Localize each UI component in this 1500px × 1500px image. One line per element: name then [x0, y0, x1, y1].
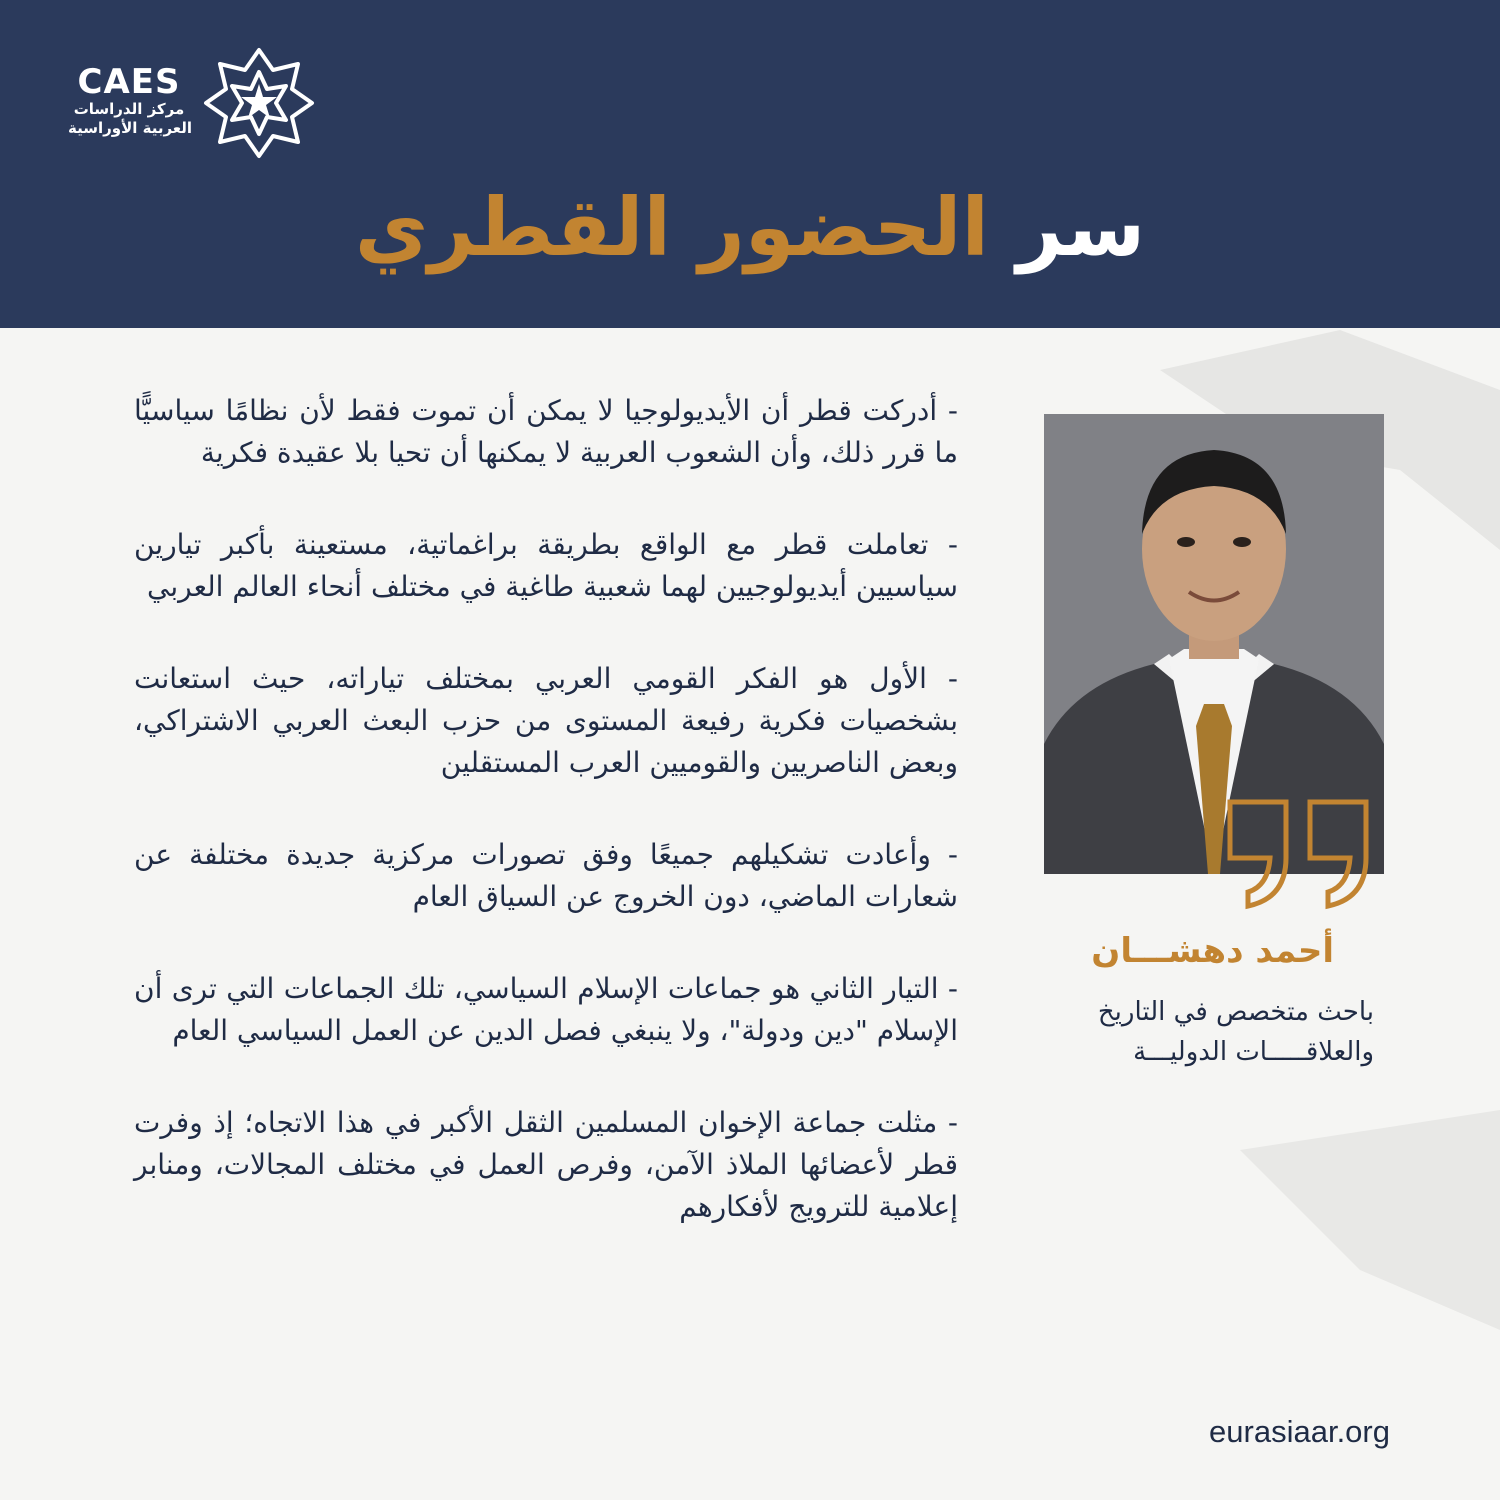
- author-name: أحمد دهشـــان: [1091, 931, 1334, 971]
- paragraph-2: - تعاملت قطر مع الواقع بطريقة براغماتية، مستعينة بأكبر تيارين سياسيين أيديولوجيين لهما شعبية طاغية في مختلف أنحاء العالم العربي: [134, 528, 958, 603]
- paragraph-6: - مثلت جماعة الإخوان المسلمين الثقل الأكبر في هذا الاتجاه؛ إذ وفرت قطر لأعضائها الملاذ الآمن، وفرص العمل في مختلف المجالات، ومنابر إعلامية للترويج لأفكارهم: [134, 1106, 958, 1223]
- paragraph-1: - أدركت قطر أن الأيديولوجيا لا يمكن أن تموت فقط لأن نظامًا سياسيًّا ما قرر ذلك، وأن الشعوب العربية لا يمكنها أن تحيا بلا عقيدة فكرية: [134, 394, 958, 469]
- article-content: [134, 390, 958, 1278]
- author-role-line2: والعلاقـــــات الدوليـــة: [1133, 1037, 1374, 1067]
- author-role: [1044, 992, 1374, 1072]
- title-word-gold: الحضور القطري: [354, 181, 989, 274]
- paragraph-3: - الأول هو الفكر القومي العربي بمختلف تياراته، حيث استعانت بشخصيات فكرية رفيعة المستوى من حزب البعث العربي الاشتراكي، وبعض الناصريين والقوميين العرب المستقلين: [134, 662, 958, 779]
- title-word-white: سر: [1016, 181, 1146, 274]
- paragraph-5: - التيار الثاني هو جماعات الإسلام السياسي، تلك الجماعات التي ترى أن الإسلام "دين ودولة"، ولا ينبغي فصل الدين عن العمل السياسي العام: [134, 972, 958, 1047]
- logo-abbreviation: CAES: [77, 62, 181, 102]
- page-title: [0, 178, 1500, 278]
- eight-point-star-icon: [202, 46, 316, 160]
- caes-logo: [68, 46, 318, 160]
- logo-name-line1: مركز الدراسات: [73, 100, 185, 118]
- closing-quote-icon: [1226, 798, 1372, 910]
- author-role-line1: باحث متخصص في التاريخ: [1097, 997, 1374, 1027]
- logo-name-line2: العربية الأوراسية: [68, 119, 193, 137]
- website-link[interactable]: eurasiaar.org: [1209, 1414, 1390, 1449]
- background-watermark-bottom-icon: [1180, 1110, 1500, 1410]
- paragraph-4: - وأعادت تشكيلهم جميعًا وفق تصورات مركزية جديدة مختلفة عن شعارات الماضي، دون الخروج عن السياق العام: [134, 838, 958, 913]
- logo-text: [68, 62, 193, 138]
- header-banner: [0, 0, 1500, 328]
